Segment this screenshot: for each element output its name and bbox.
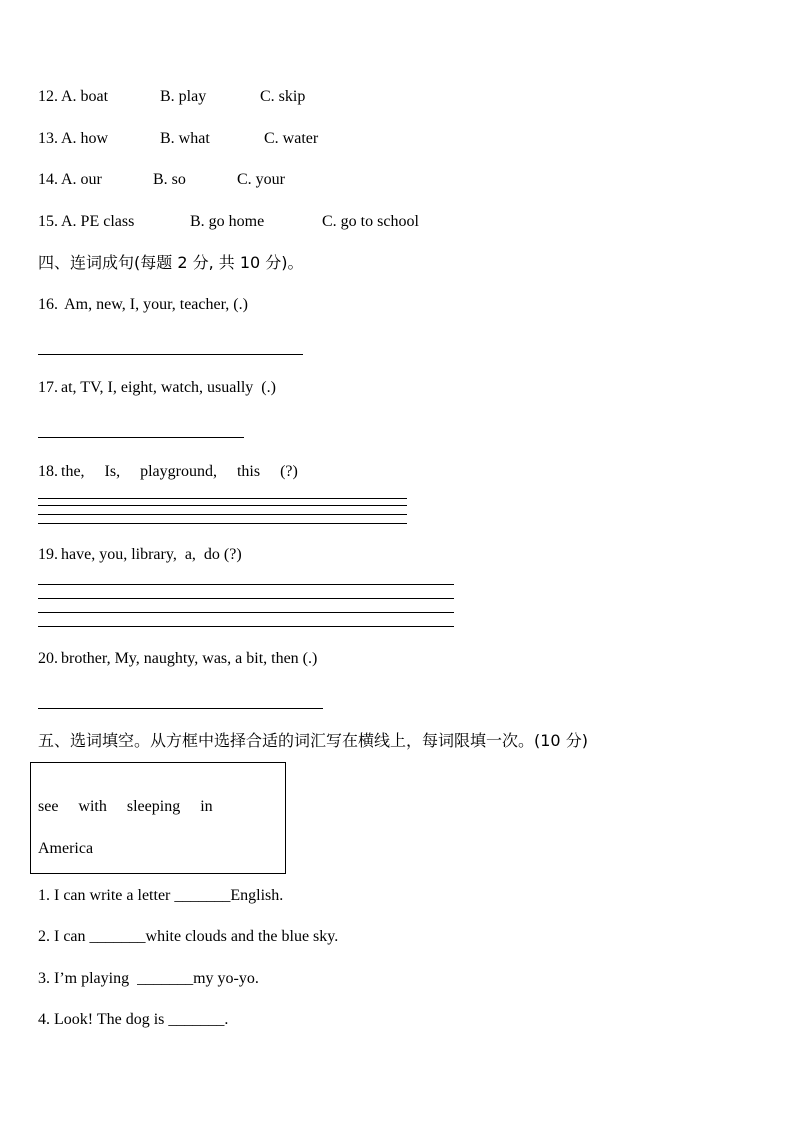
option-c: C. skip <box>260 88 306 105</box>
answer-line <box>38 523 407 524</box>
question-number: 13. <box>38 130 58 147</box>
answer-line <box>38 598 454 599</box>
option-b: B. go home <box>190 213 265 230</box>
answer-line <box>38 612 454 613</box>
option-c: C. your <box>237 171 285 188</box>
section-5-heading: 五、选词填空。从方框中选择合适的词汇写在横线上，每词限填一次。(10 分) <box>38 731 588 750</box>
option-a: A. how <box>61 130 109 147</box>
question-number: 14. <box>38 171 58 188</box>
question-number: 16. <box>38 296 58 313</box>
word-bank-line: see with sleeping in <box>38 798 213 815</box>
question-number: 20. <box>38 650 58 667</box>
answer-line <box>38 584 454 585</box>
scrambled-words: have, you, library, a, do (?) <box>61 546 242 563</box>
answer-line <box>38 437 244 438</box>
answer-line <box>38 514 407 515</box>
answer-line <box>38 505 407 506</box>
fill-in-sentence-2: 2. I can _______white clouds and the blue sky. <box>38 928 339 945</box>
option-b: B. what <box>160 130 210 147</box>
option-a: A. PE class <box>61 213 135 230</box>
word-bank-box <box>30 762 286 874</box>
fill-in-sentence-1: 1. I can write a letter _______English. <box>38 887 284 904</box>
option-c: C. go to school <box>322 213 419 230</box>
section-4-heading: 四、连词成句(每题 2 分, 共 10 分)。 <box>38 253 304 272</box>
scrambled-words: Am, new, I, your, teacher, (.) <box>61 296 248 313</box>
scrambled-words: brother, My, naughty, was, a bit, then (.) <box>61 650 318 667</box>
scrambled-words: the, Is, playground, this (?) <box>61 463 298 480</box>
option-a: A. our <box>61 171 102 188</box>
question-number: 18. <box>38 463 58 480</box>
answer-line <box>38 498 407 499</box>
word-bank-line: America <box>38 840 94 857</box>
fill-in-sentence-4: 4. Look! The dog is _______. <box>38 1011 229 1028</box>
question-number: 12. <box>38 88 58 105</box>
question-number: 17. <box>38 379 58 396</box>
answer-line <box>38 354 303 355</box>
option-a: A. boat <box>61 88 109 105</box>
fill-in-sentence-3: 3. I’m playing _______my yo-yo. <box>38 970 259 987</box>
option-c: C. water <box>264 130 319 147</box>
option-b: B. so <box>153 171 186 188</box>
scrambled-words: at, TV, I, eight, watch, usually (.) <box>61 379 276 396</box>
question-number: 19. <box>38 546 58 563</box>
answer-line <box>38 708 323 709</box>
answer-line <box>38 626 454 627</box>
question-number: 15. <box>38 213 58 230</box>
option-b: B. play <box>160 88 207 105</box>
